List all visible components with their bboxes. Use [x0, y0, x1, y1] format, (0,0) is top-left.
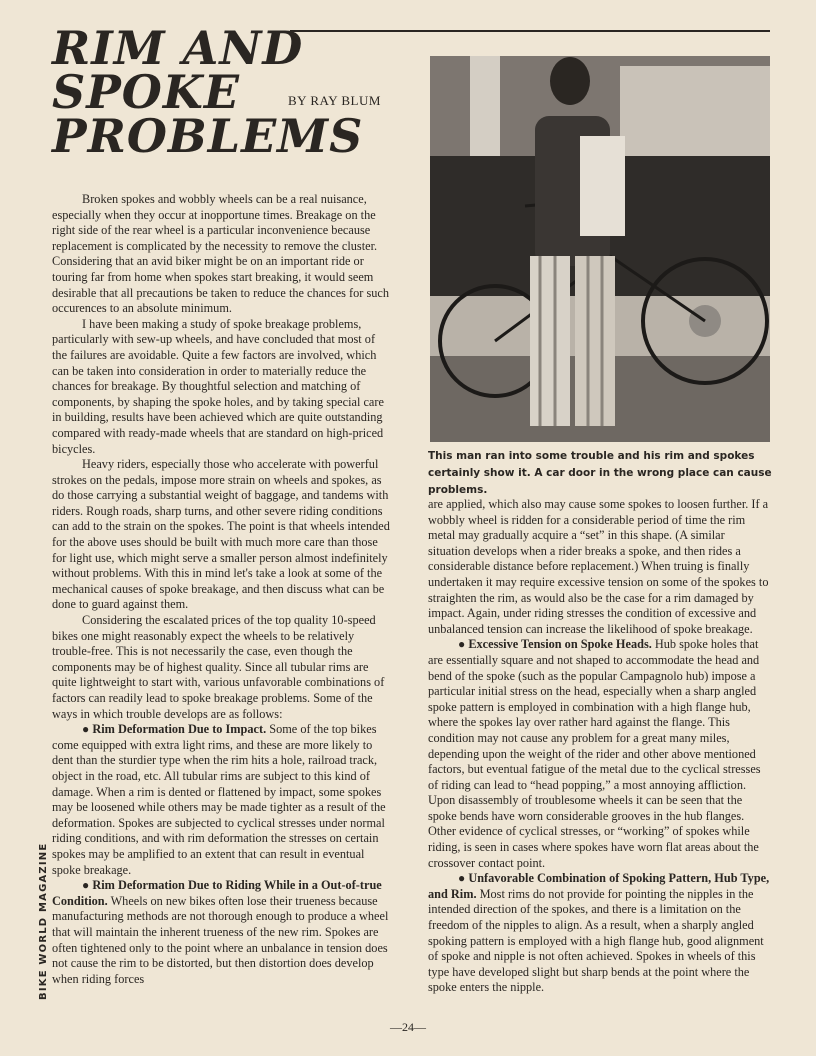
section-paragraph: [52, 878, 392, 987]
paragraph: Broken spokes and wobbly wheels can be a real nuisance, especially when they occur at inopportune times. Breakage on the right side of the rear wheel is a particular inconvenience because replacement is complicated by the necessity to remove the cluster. Considering that an avid biker might be on an important ride or touring far from home when spokes start breaking, it would seem desirable that all precautions be taken to reduce the chances for such occurences to an absolute minimum.: [52, 192, 389, 316]
section-head: Excessive Tension on Spoke Heads.: [468, 637, 652, 652]
bullet-icon: ●: [458, 637, 466, 652]
section-paragraph: [428, 871, 770, 996]
section-text: Hub spoke holes that are essentially square and not shaped to accommodate the head and bend of the spoke (such as the popular Campagnolo hub) impose a particular initial stress on the head, especially when a sharp angled spoke pattern is employed in combination with a high flange hub, where the spokes lay over rather hard against the flange. This condition may not cause any problem for a great many miles, depending upon the weight of the rider and other above mentioned factors, but eventual fatigue of the metal due to the cyclical stresses of riding can lead to “head popping,” a most annoying affliction. Upon disassembly of troublesome wheels it can be seen that the spoke bends have worn considerable grooves in the hub flanges. Other evidence of cyclical stresses, or “working” of spokes while riding, is seen in cases where spokes have worn flat areas about the crossover contact point.: [428, 637, 761, 870]
section-text: Wheels on new bikes often lose their trueness because manufacturing methods are not thorough enough to produce a wheel that will maintain the inherent trueness of the new rim. Spokes are often tightened only to the point where an unbalance in tension does not cause the rim to be distorted, but then distortion does develop when riding forces: [52, 893, 389, 986]
section-paragraph: [52, 722, 392, 878]
bullet-icon: ●: [458, 871, 466, 886]
section-paragraph: [428, 637, 770, 871]
right-column: [428, 497, 770, 996]
page-number: —24—: [390, 1020, 426, 1034]
title-line-1: RIM AND: [52, 21, 304, 75]
section-text: Most rims do not provide for pointing the nipples in the intended direction of the spokes, and there is a limitation on the freedom of the nipples to align. As a result, when a sharply angled spoking pattern is employed with a high flange hub, good alignment of spoke and nipple is not often achieved. Spokes in wheels of this type have developed slight but sharp bends at the point where the spoke enters the nipple.: [428, 886, 764, 995]
paragraph: I have been making a study of spoke breakage problems, particularly with sew-up wheels, and have concluded that most of the failures are avoidable. Quite a few factors are involved, which can be taken into consideration in order to materially reduce the chances for breakage. By thoughtful selection and matching of components, by shaping the spoke holes, and by taking special care in building, results have been achieved which are quite outstanding compared with ready-made wheels that are standard on high-priced bicycles.: [52, 316, 384, 456]
byline: BY RAY BLUM: [288, 93, 381, 108]
title-line-3: PROBLEMS: [52, 109, 364, 163]
photo-caption: This man ran into some trouble and his rim and spokes certainly show it. A car door in the wrong place can cause problems.: [428, 450, 772, 496]
section-head: Rim Deformation Due to Riding While in a Out-of-true Condition.: [52, 878, 382, 908]
title-line-2: SPOKE: [52, 65, 240, 119]
paragraph: Heavy riders, especially those who accelerate with powerful strokes on the pedals, impose more strain on wheels and spokes, as do those carrying a substantial weight of baggage, and tandems with riders. Rough roads, sharp turns, and other severe riding conditions can add to the strain on the spokes. The point is that wheels intended for the above uses should be built with much more care than those for light use, which might serve a smaller person almost indefinitely without problems. With this in mind let's take a look at some of the mechanical causes of spoke breakage, and then discuss what can be done to guard against them.: [52, 457, 390, 612]
section-head: Unfavorable Combination of Spoking Pattern, Hub Type, and Rim.: [428, 871, 770, 901]
paragraph: Considering the escalated prices of the top quality 10-speed bikes one might reasonably expect the wheels to be relatively trouble-free. This is not necessarily the case, even though the components may be of highest quality. Since all tubular rims are quite lightweight to start with, various unfavorable combinations of factors can readily lead to spoke breakage problems. Some of the ways in which trouble develops are as follows:: [52, 613, 385, 721]
article-title: [52, 21, 382, 163]
section-text: Some of the top bikes come equipped with extra light rims, and these are more likely to dent than the sturdier type when the rim hits a hole, railroad track, object in the road, etc. All tubular rims are subject to this kind of damage. When a rim is dented or flattened by impact, some spokes may be loosened while others may be made tighter as a result of the deformation. Spokes are subjected to cyclical stresses under normal riding conditions, and with rim deformation the stresses on certain spokes may be amplified to an extent that can result in eventual spoke breakage.: [52, 722, 386, 877]
left-column: [52, 192, 392, 987]
bullet-icon: ●: [82, 722, 90, 737]
magazine-side-label: BIKE WORLD MAGAZINE: [38, 842, 49, 1000]
bullet-icon: ●: [82, 878, 90, 893]
section-head: Rim Deformation Due to Impact.: [92, 722, 267, 737]
article-photo: [430, 56, 770, 442]
paragraph: are applied, which also may cause some spokes to loosen further. If a wobbly wheel is ridden for a considerable period of time the rim metal may gradually acquire a “set” in this shape. (A similar situation develops when a rider breaks a spoke, and then rides a considerable distance before replacement.) When truing is finally undertaken it may require excessive tension on some of the spokes to straighten the rim, as would also be the case for a rim damaged by impact. Again, under riding stresses the condition of excessive and unbalanced tension can increase the likelihood of spoke breakage.: [428, 497, 769, 636]
